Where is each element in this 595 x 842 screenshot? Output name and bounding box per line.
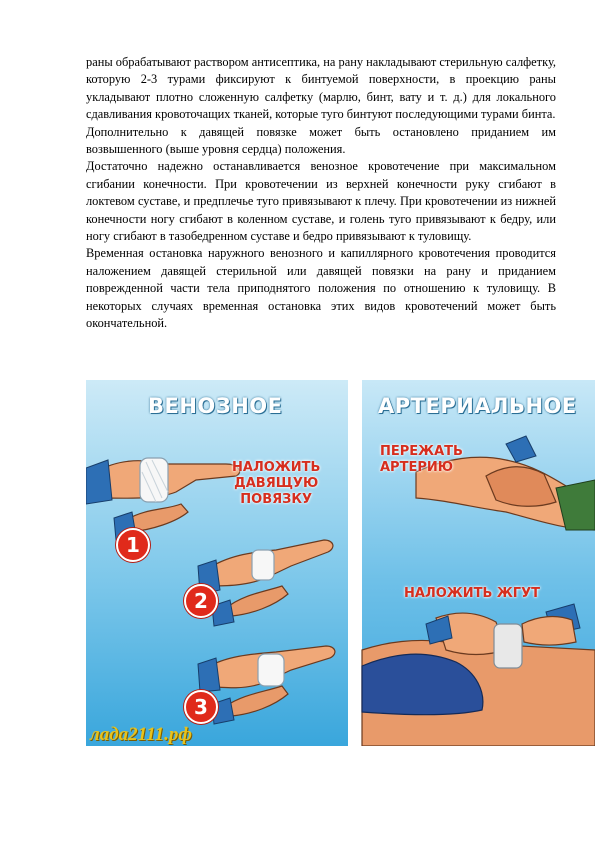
illustrations — [86, 380, 595, 746]
first-aid-poster — [86, 380, 595, 746]
step-1-badge: 1 — [116, 528, 150, 562]
press-artery-line-1: ПЕРЕЖАТЬ — [380, 444, 463, 459]
press-artery-line-2: АРТЕРИЮ — [380, 460, 454, 475]
press-artery-label — [380, 444, 463, 476]
paragraph-2: Дополнительно к давящей повязке может быть остановлено приданием им возвышенного (выше уровня сердца) положения. — [86, 124, 556, 157]
paragraph-1: раны обрабатывают раствором антисептика, на рану накладывают стерильную салфетку, которую 2-3 турами фиксируют к бинтуемой поверхности, в проекцию раны укладывают плотно сложенную салфетку (марлю, бинт, вату и т. д.) для локального сдавливания кровоточащих тканей, которые туго бинтуют последующими турами бинта. — [86, 55, 556, 122]
venous-title: ВЕНОЗНОЕ — [148, 394, 283, 418]
bandage-step-1-illustration — [86, 458, 240, 540]
arterial-title: АРТЕРИАЛЬНОЕ — [378, 394, 577, 418]
bandage-step-2-illustration — [198, 540, 333, 626]
step-2-badge: 2 — [184, 584, 218, 618]
apply-bandage-line-2: ДАВЯЩУЮ — [234, 476, 319, 491]
paragraph-4: Временная остановка наружного венозного и капиллярного кровотечения проводится наложением давящей стерильной или давящей повязки на рану и приданием поврежденной части тела приподнятого положения по отношению к туловищу. В некоторых случаях временная остановка этих видов кровотечений может быть окончательной. — [86, 246, 556, 331]
apply-tourniquet-label: НАЛОЖИТЬ ЖГУТ — [404, 586, 540, 601]
apply-bandage-line-3: ПОВЯЗКУ — [240, 492, 313, 507]
tourniquet-illustration — [362, 604, 595, 746]
paragraph-3: Достаточно надежно останавливается венозное кровотечение при максимальном сгибании конечности. При кровотечении из верхней конечности руку сгибают в локтевом суставе, и предплечье туго привязывают к плечу. При кровотечении из нижней конечности ногу сгибают в коленном суставе, и голень туго привязывают к бедру, или ногу сгибают в тазобедренном суставе и бедро привязывают к туловищу. — [86, 159, 556, 244]
body-text — [86, 54, 556, 333]
bandage-step-3-illustration — [198, 646, 335, 724]
apply-bandage-line-1: НАЛОЖИТЬ — [232, 460, 321, 475]
watermark: лада2111.рф — [90, 724, 192, 745]
apply-bandage-label — [232, 460, 320, 508]
step-3-badge: 3 — [184, 690, 218, 724]
